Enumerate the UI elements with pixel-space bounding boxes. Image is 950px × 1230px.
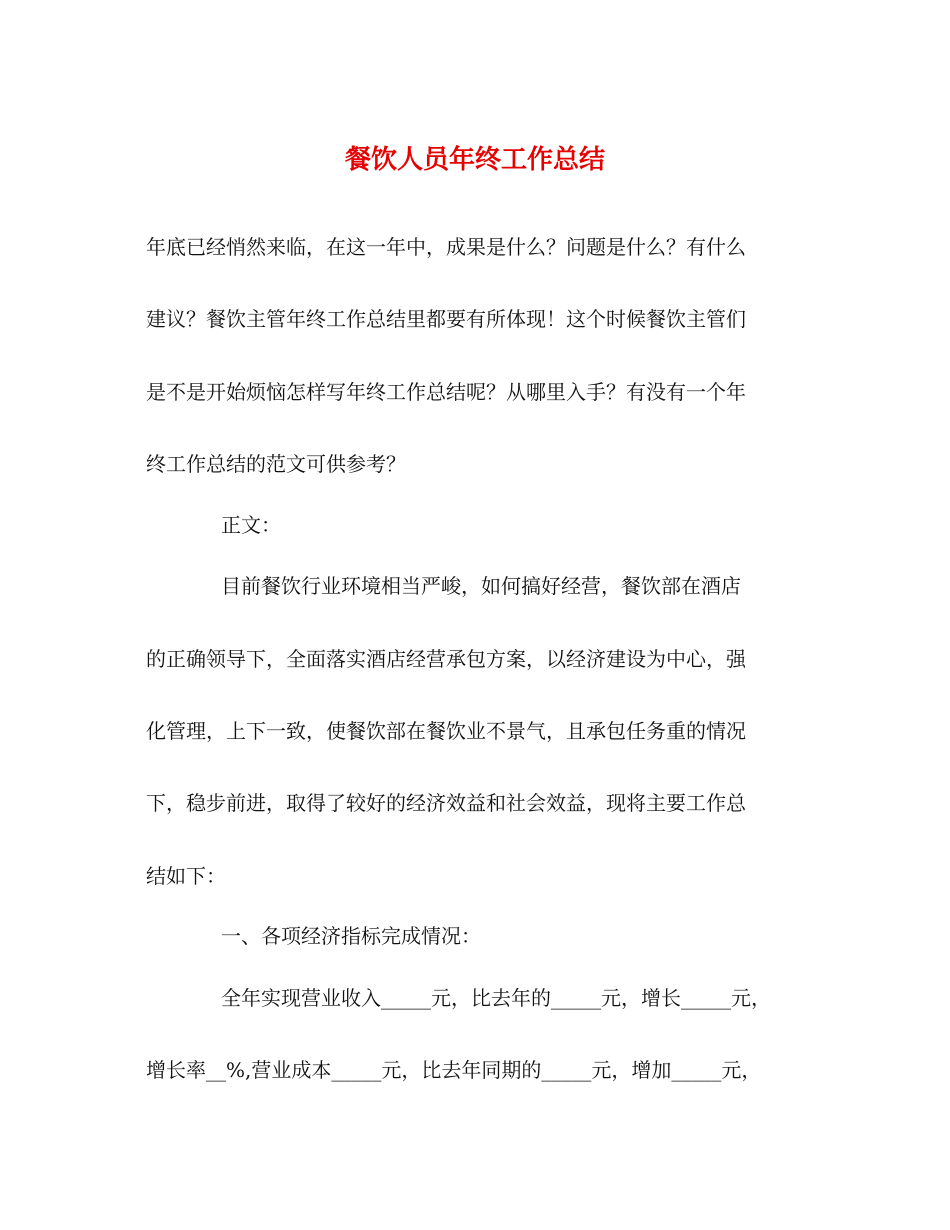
section-heading: 一、各项经济指标完成情况： (221, 924, 481, 948)
paragraph-line: 下，稳步前进，取得了较好的经济效益和社会效益，现将主要工作总 (146, 791, 746, 815)
paragraph-line: 是不是开始烦恼怎样写年终工作总结呢？从哪里入手？有没有一个年 (146, 380, 746, 404)
paragraph-line: 建议？餐饮主管年终工作总结里都要有所体现！这个时候餐饮主管们 (146, 307, 746, 331)
paragraph-line: 的正确领导下，全面落实酒店经营承包方案，以经济建设为中心，强 (146, 647, 746, 671)
document-title: 餐饮人员年终工作总结 (344, 145, 605, 175)
paragraph-line: 化管理，上下一致，使餐饮部在餐饮业不景气，且承包任务重的情况 (146, 719, 746, 743)
paragraph-line: 结如下： (146, 864, 226, 888)
section-label: 正文： (221, 513, 281, 537)
paragraph-line: 目前餐饮行业环境相当严峻，如何搞好经营，餐饮部在酒店 (221, 574, 741, 598)
paragraph-line: 全年实现营业收入_____元，比去年的_____元，增长_____元， (221, 986, 771, 1010)
paragraph-line: 年底已经悄然来临，在这一年中，成果是什么？问题是什么？有什么 (146, 235, 746, 259)
paragraph-line: 增长率__%,营业成本_____元，比去年同期的_____元，增加_____元， (146, 1058, 762, 1082)
paragraph-line: 终工作总结的范文可供参考？ (146, 452, 406, 476)
